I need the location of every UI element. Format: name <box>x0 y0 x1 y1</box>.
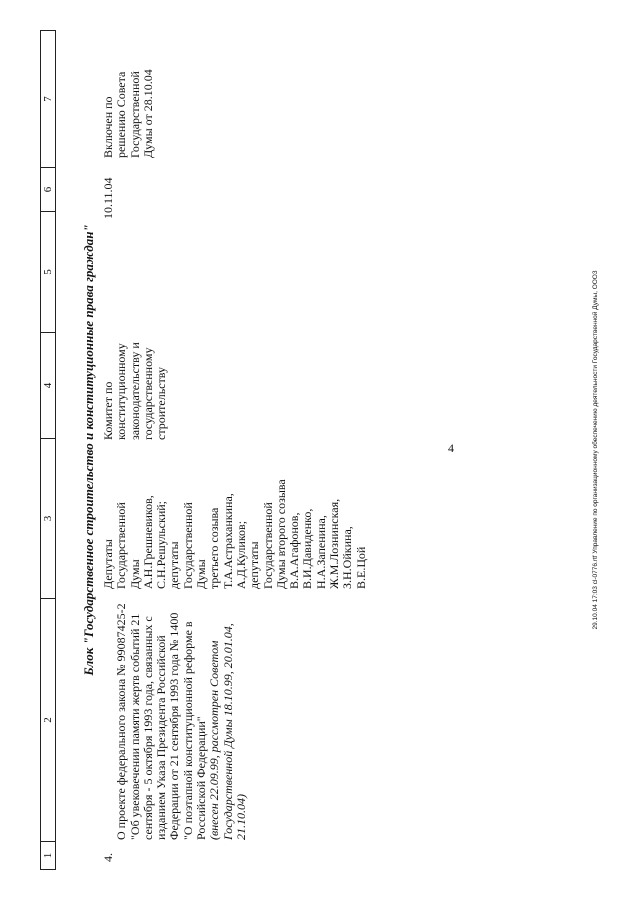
column-header-3: 3 <box>41 439 55 599</box>
page-number: 4 <box>448 441 454 455</box>
column-header-5: 5 <box>41 212 55 333</box>
column-header-6: 6 <box>41 168 55 212</box>
column-number-header <box>40 30 56 870</box>
column-header-2: 2 <box>41 599 55 842</box>
column-header-1: 1 <box>42 852 54 859</box>
block-title: Блок "Государственное строительство и конституционные права граждан" <box>81 224 96 676</box>
bill-description <box>102 600 262 840</box>
rotated-page-content <box>40 20 600 880</box>
column-header-4: 4 <box>41 333 55 439</box>
column-header-7: 7 <box>41 31 55 168</box>
row-number: 4. <box>101 853 115 862</box>
bill-history-note: (внесен 22.09.99, рассмотрен Советом Государственной Думы 18.10.99, 20.01.04, 21.10.04) <box>207 623 248 840</box>
consideration-date: 10.11.04 <box>101 177 115 219</box>
responsible-committee: Комитет по конституционному законодательству и государственному строительству <box>101 342 169 440</box>
document-footer: 29.10.04 17:03 cl-0776.rtf Управление по организационному обеспечению деятельности Государственной Думы, ООО3 <box>592 270 599 630</box>
bill-initiators: Депутаты Государственной Думы А.Н.Грешневиков, С.Н.Решульский; депутаты Государственной Думы третьего созыва Т.А.Астраханкина, А.Д.Куликов; депутаты Государственной Думы второго созыва В.А.Агафонов, В.И.Давиденко, Н.А.Запенина, Ж.М.Лознинская, З.Н.Ойкина, В.Е.Цой <box>101 479 368 589</box>
bill-title: О проекте федерального закона № 99087425-2 "Об увековечении памяти жертв событий 21 сентября - 5 октября 1993 года, связанных с изданием Указа Президента Российской Федерации от 21 сентября 1993 года № 1400 "О поэтапной конституционной реформе в Российской Федерации" <box>114 603 209 840</box>
inclusion-note: Включен по решению Совета Государственной Думы от 28.10.04 <box>101 69 155 158</box>
